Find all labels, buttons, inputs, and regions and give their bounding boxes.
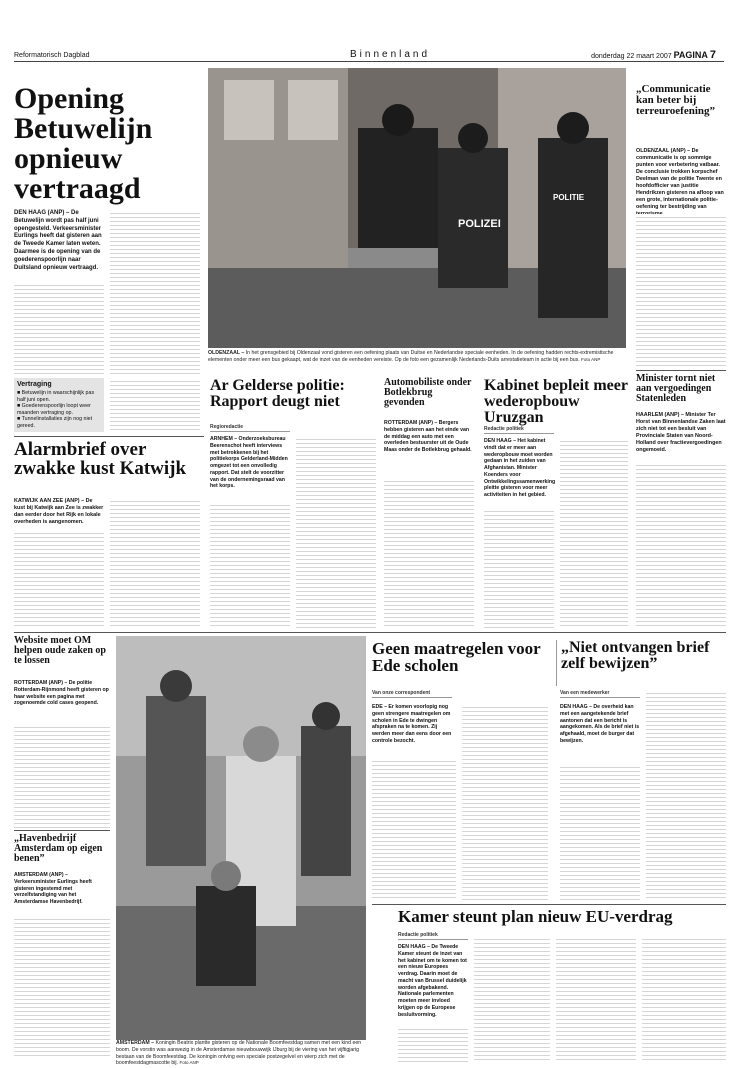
infobox-item-text: Goederenspoorlijn loopt weer maanden vertraging op. (17, 403, 91, 416)
section-title: Binnenland (350, 49, 431, 60)
infobox-title: Vertraging (17, 381, 52, 388)
lead-gelderse: ARNHEM – Onderzoeksbureau Beerenschot heeft interviews met betrokkenen bij het politiekorps Gelderland-Midden omgezet tot een onvolledig rapport. Dat stelt de voorzitter van de ondernemingsraad van het korps. (210, 436, 288, 490)
article-katwijk-headline-block (14, 440, 204, 496)
article-euverdrag-kicker-block (398, 932, 468, 942)
article-katwijk-body-col2 (110, 498, 200, 626)
article-uruzgan-kicker-block (484, 426, 554, 436)
lead-brief: DEN HAAG – De overheid kan met een aangetekende brief aantonen dat een bericht is aangekomen. Als de brief niet is afgehaald, moet de burger dat bewijzen. (560, 704, 640, 744)
article-euverdrag-body-col2 (474, 936, 550, 1062)
article-betuwelijn-body-col2 (110, 210, 200, 376)
headline-brief: „Niet ontvangen brief zelf bewijzen” (561, 639, 710, 672)
headline-haven: „Havenbedrijf Amsterdam op eigen benen” (14, 833, 103, 864)
photo-illustration (208, 68, 626, 348)
caption-lead: OLDENZAAL – (208, 350, 245, 356)
article-katwijk-body-col1 (14, 530, 104, 626)
article-uruzgan-body-col1 (484, 508, 554, 628)
infobox-item-text: Tunnelinstallaties zijn nog niet gereed. (17, 416, 93, 430)
masthead (0, 0, 738, 62)
article-website-headline-block (14, 636, 110, 676)
article-euverdrag-body-col4 (642, 936, 726, 1062)
article-uruzgan-headline-block (484, 377, 628, 426)
headline-communicatie: „Communicatie kan beter bij terreuroefening” (636, 83, 716, 117)
article-euverdrag-lead (398, 944, 468, 1024)
article-haven-headline-block (14, 834, 110, 870)
article-betuwelijn-body-col3 (110, 378, 200, 432)
date-page (591, 49, 716, 61)
article-ede-lead (372, 704, 456, 756)
photo-illustration (116, 636, 366, 1040)
article-statenleden-lead (636, 412, 726, 460)
article-katwijk-lead (14, 498, 104, 528)
lead-botlek: ROTTERDAM (ANP) – Bergers hebben gisteren aan het einde van de middag een auto met een overleden bestuurster uit de Oude Maas onder de Botlekbrug gehaald. (384, 420, 472, 453)
photo-police-caption (208, 350, 626, 368)
article-website-lead (14, 680, 110, 722)
photo-police-exercise (208, 68, 626, 348)
badge-polizei: POLIZEI (458, 218, 501, 230)
kicker-gelderse: Regioredactie (210, 424, 290, 432)
caption-text: In het grensgebied bij Oldenzaal vond gisteren een oefening plaats van Duitse en Nederlandse speciale eenheden. In de oefening hadden rechts-extremistische elementen onder meer een bus gekaapt, wat de inzet van de eenheden vereiste. Op de foto een gezamenlijk Nederlands-Duits arrestatieteam in actie bij een bus. (208, 350, 614, 363)
article-botlek-lead (384, 420, 474, 476)
lead-haven: AMSTERDAM (ANP) – Verkeersminister Eurlings heeft gisteren ingestemd met verzelfstandiging van het Amsterdamse Havenbedrijf. (14, 872, 92, 905)
article-communicatie-headline-block (636, 84, 726, 146)
photo-credit: Foto ANP (179, 1060, 199, 1066)
article-communicatie-body (636, 214, 726, 368)
headline-euverdrag: Kamer steunt plan nieuw EU-verdrag (398, 907, 673, 926)
article-haven-body (14, 916, 110, 1056)
newspaper-name: Reformatorisch Dagblad (14, 52, 90, 59)
headline-botlek: Automobiliste onder Botlekbrug gevonden (384, 377, 472, 408)
headline-betuwelijn: Opening Betuwelijn opnieuw vertraagd (14, 82, 153, 205)
article-euverdrag-body-col1 (398, 1026, 468, 1062)
photo-boomfeestdag (116, 636, 366, 1040)
column-divider (636, 370, 726, 371)
lead-website: ROTTERDAM (ANP) – De politie Rotterdam-Rijnmond heeft gisteren op haar website een pagina met zogenoemde cold cases geopend. (14, 680, 109, 707)
section-divider (372, 904, 726, 905)
article-gelderse-lead (210, 436, 290, 500)
article-website-body (14, 724, 110, 828)
article-communicatie-lead (636, 148, 726, 212)
article-botlek-headline-block (384, 378, 474, 418)
article-gelderse-kicker-block (210, 424, 290, 434)
article-brief-lead (560, 704, 640, 762)
headline-uruzgan: Kabinet bepleit meer wederopbouw Uruzgan (484, 377, 628, 426)
column-divider (14, 830, 110, 831)
article-gelderse-body-col2 (296, 436, 376, 628)
lead-statenleden: HAARLEM (ANP) – Minister Ter Horst van Binnenlandse Zaken laat zich niet tot een besluit van Provinciale Staten van Noord-Holland over fractievergoedingen ongemoeid. (636, 412, 726, 454)
page-number: 7 (709, 49, 716, 61)
headline-statenleden: Minister tornt niet aan vergoedingen Statenleden (636, 373, 716, 404)
article-statenleden-body (636, 462, 726, 628)
headline-website: Website moet OM helpen oude zaken op te lossen (14, 635, 106, 666)
article-betuwelijn-lead (14, 210, 104, 278)
caption-lead: AMSTERDAM – (116, 1040, 155, 1046)
infobox-item-text: Betuwelijn in waarschijnlijk pas half juni open. (17, 390, 95, 403)
infobox-item: ■ Betuwelijn in waarschijnlijk pas half juni open. (17, 390, 95, 403)
article-brief-headline-block (556, 640, 726, 686)
infobox-vertraging (14, 378, 104, 432)
article-gelderse-headline-block (210, 378, 380, 420)
lead-euverdrag: DEN HAAG – De Tweede Kamer steunt de inzet van het kabinet om te komen tot een nieuw Europees verdrag. Daarin moet de macht van Brussel duidelijk worden afgebakend. Nationale parlementen moeten meer invloed krijgen op de Europese besluitvorming. (398, 944, 467, 1018)
article-haven-lead (14, 872, 110, 914)
article-ede-body-col1 (372, 758, 456, 900)
article-brief-body-col2 (646, 690, 726, 900)
badge-politie: POLITIE (553, 193, 585, 202)
issue-date: donderdag 22 maart 2007 (591, 53, 672, 60)
article-ede-headline-block (372, 640, 552, 686)
kicker-uruzgan: Redactie politiek (484, 426, 554, 434)
column-divider (14, 436, 204, 437)
article-uruzgan-lead (484, 438, 554, 506)
photo-credit: Foto ANP (581, 356, 601, 362)
article-ede-body-col2 (462, 704, 548, 900)
masthead-rule (14, 61, 724, 62)
kicker-euverdrag: Redactie politiek (398, 932, 468, 940)
headline-ede: Geen maatregelen voor Ede scholen (372, 639, 541, 675)
article-statenleden-headline-block (636, 374, 726, 410)
lead-communicatie: OLDENZAAL (ANP) – De communicatie is op sommige punten voor verbetering vatbaar. De conclusie trokken korpschef Deelman van de politie Twente en hoofdofficier van justitie Hendrikzen gisteren na afloop van een grote, internationale politie-oefening ter bestrijding van (636, 148, 724, 211)
lead-katwijk: KATWIJK AAN ZEE (ANP) – De kust bij Katwijk aan Zee is zwakker dan eerder door het Rijk en lokale overheden is aangenomen. (14, 498, 104, 526)
lead-betuwelijn: DEN HAAG (ANP) – De Betuwelijn wordt pas half juni opengesteld. Verkeersminister Eurlings heeft dat gisteren aan de Tweede Kamer laten weten. Daarmee is de opening van de goederenspoorlijn naar Duitsland opnieuw vertraagd. (14, 210, 102, 271)
caption-text: Koningin Beatrix plantte gisteren op de Nationale Boomfeestdag samen met een kind een boom. De vorstin was aanwezig in de Amsterdamse nieuwbouwwijk IJburg bij de viering van het vijftigjarig bestaan van de Boomfeestdag. De koningin ontving een speciale postzegelvel en wierp zich met de boomfeestdagmascotte bij. (116, 1040, 362, 1067)
article-betuwelijn-body-col1 (14, 282, 104, 376)
lead-ede: EDE – Er komen voorlopig nog geen strengere maatregelen om scholen in Ede te dwingen afspraken na te komen. Zij werden meer dan eens door een controle bezocht. (372, 704, 452, 744)
kicker-ede: Van onze correspondent (372, 690, 452, 698)
article-euverdrag-body-col3 (556, 936, 636, 1062)
article-uruzgan-body-col2 (560, 438, 628, 628)
headline-gelderse: Ar Gelderse politie: Rapport deugt niet (210, 377, 345, 410)
article-brief-kicker-block (560, 690, 640, 700)
headline-katwijk: Alarmbrief over zwakke kust Katwijk (14, 439, 187, 479)
lead-uruzgan: DEN HAAG – Het kabinet vindt dat er meer aan wederopbouw moet worden gedaan in het zuiden van Afghanistan. Minister Koenders voor Ontwikkelingssamenwerking pleitte gisteren voor meer activiteiten in het gebied. (484, 438, 556, 498)
article-gelderse-body-col1 (210, 502, 290, 628)
kicker-brief: Van een medewerker (560, 690, 640, 698)
photo-boomfeestdag-caption (116, 1040, 366, 1067)
article-betuwelijn-headline-block (14, 84, 204, 210)
article-ede-kicker-block (372, 690, 452, 700)
section-divider (14, 632, 726, 633)
infobox-item: ■ Tunnelinstallaties zijn nog niet gereed. (17, 416, 93, 430)
page-label: PAGINA (673, 50, 708, 60)
article-brief-body-col1 (560, 764, 640, 900)
article-euverdrag-headline-block (398, 908, 718, 930)
article-botlek-body (384, 478, 474, 628)
infobox-item: ■ Goederenspoorlijn loopt weer maanden vertraging op. (17, 403, 91, 416)
